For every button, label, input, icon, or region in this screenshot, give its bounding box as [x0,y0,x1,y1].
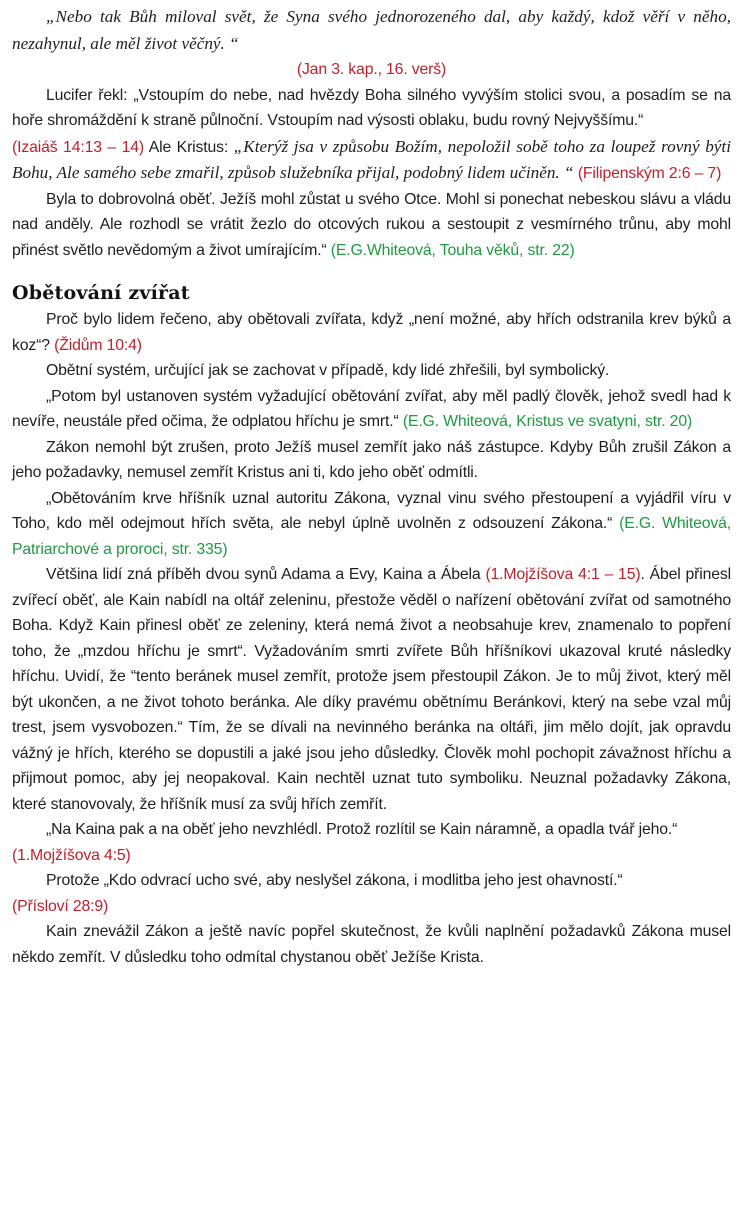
p8-text: Protože „Kdo odvrací ucho své, aby neslyšel zákona, i modlitba jeho jest ohavností.“ [46,872,623,889]
hebrews-reference: (Židům 10:4) [49,336,142,354]
patriarchs-reference: (E.G. Whiteová, Patriarchové a proroci, str. 335) [12,515,731,558]
christ-paragraph [12,134,731,187]
philippians-quote: „Kterýž jsa v způsobu Božím, nepoložil sobě toho za loupež rovný býti Bohu, Ale samého sebe zmařil, způsob služebníka přijal, podobný lidem učiněn. “ [12,136,731,182]
section-paragraph-4 [12,435,731,486]
john-reference-line [12,57,731,83]
p6-text-a: Většina lidí zná příběh dvou synů Adama a Evy, Kaina a Ábela [46,566,486,583]
john-quote-paragraph [12,4,731,57]
p4-text: Zákon nemohl být zrušen, proto Ježíš musel zemřít jako náš zástupce. Kdyby Bůh zrušil Zákon a jeho požadavky, nemusel zemřít Kristus ani ti, kdo jeho oběť odmítli. [12,438,731,481]
lucifer-paragraph [12,83,731,134]
john-quote: „Nebo tak Bůh miloval svět, že Syna svého jednorozeného dal, aby každý, kdož věří v něho, nezahynul, ale měl život věčný. “ [12,7,731,53]
section-heading: Obětování zvířat [12,282,190,304]
p1-text: Proč bylo lidem řečeno, aby obětovali zvířata, když „není možné, aby hřích odstranila krev býků a koz“? [12,311,731,354]
section-paragraph-7 [12,817,731,843]
section-paragraph-6 [12,562,731,817]
desire-of-ages-reference: (E.G.Whiteová, Touha věků, str. 22) [326,241,575,259]
section-paragraph-2 [12,358,731,384]
isaiah-reference: (Izaiáš 14:13 – 14) [12,138,145,156]
section-paragraph-3 [12,384,731,435]
p3-text: „Potom byl ustanoven systém vyžadující obětování zvířat, aby měl padlý člověk, jehož svedl had k nevíře, neustále před očima, že odplatou hříchu je smrt.“ [12,387,731,430]
lucifer-text: Lucifer řekl: „Vstoupím do nebe, nad hvězdy Boha silného vyvýším stolici svou, a posadím se na hoře shromáždění k straně půlnoční. Vstoupím nad výsosti oblaku, budu rovný Nejvyššímu.“ [12,86,731,129]
sacrifice-paragraph [12,187,731,264]
christ-lead: Ale Kristus: [144,138,234,156]
p2-text: Obětní systém, určující jak se zachovat v případě, kdy lidé zhřešili, byl symbolický. [46,362,610,379]
p7-text: „Na Kaina pak a na oběť jeho nevzhlédl. Protož rozlítil se Kain náramně, a opadla tvář jeho.“ [46,821,678,838]
section-paragraph-1 [12,307,731,358]
genesis-4-5-reference: (1.Mojžíšova 4:5) [12,846,131,864]
section-paragraph-8 [12,868,731,894]
proverbs-reference: (Přísloví 28:9) [12,897,109,915]
sacrifice-text: Byla to dobrovolná oběť. Ježíš mohl zůstat u svého Otce. Mohl si ponechat nebeskou slávu a vládu nad anděly. Ale rozhodl se vrátit žezlo do otcových rukou a sestoupit z vesmírného trůnu, aby mohl přinést světlo nevědomým a život umírajícím.“ [12,190,731,259]
section-paragraph-9 [12,919,731,970]
proverbs-line [12,894,731,920]
john-reference: (Jan 3. kap., 16. verš) [296,61,447,78]
genesis-reference: (1.Mojžíšova 4:1 – 15) [485,566,641,583]
p6-text-b: . Ábel přinesl zvířecí oběť, ale Kain nabídl na oltář zeleninu, přestože věděl o nařízení obětování zvířat od samotného Boha. Když Kain přinesl oběť ze zeleniny, která nemá život a neobsahuje krev, znamenalo to popření toho, že „mzdou hříchu je smrt“. Vyžadováním smrti zvířete Bůh hříšníkovi ukazoval kruté následky hříchu. Uvidí, že “tento beránek musel zemřít, protože jsem přestoupil Zákon. Je to můj život, který měl být ukončen, a ne život tohoto beránka. Ale díky pravému obětnímu Beránkovi, který na sebe vzal můj trest, jsem vysvobozen.“ Tím, že se dívali na nevinného beránka na oltáři, jim mělo dojít, jak opravdu vážný je hřích, kterého se dopustili a jaké jsou jeho důsledky. Člověk mohl pochopit závažnost hříchu a přijmout pomoc, aby jej neopakoval. Kain nechtěl uznat tuto symboliku. Neuznal požadavky Zákona, které stanovovaly, že hříšník musí za svůj hřích zemřít. [12,566,731,813]
p5-text: „Obětováním krve hříšník uznal autoritu Zákona, vyznal vinu svého přestoupení a vyjádřil víru v Toho, kdo měl odejmout hřích světa, ale nebyl úplně uvolněn z odsouzení Zákona.“ [12,489,731,532]
genesis-4-5-line [12,843,731,869]
philippians-reference: (Filipenským 2:6 – 7) [573,165,722,182]
section-paragraph-5 [12,486,731,563]
p9-text: Kain znevážil Zákon a ještě navíc popřel skutečnost, že kvůli naplnění požadavků Zákona musel někdo zemřít. V důsledku toho odmítal chystanou oběť Ježíše Krista. [12,923,731,966]
sanctuary-reference: (E.G. Whiteová, Kristus ve svatyni, str. 20) [398,413,693,430]
